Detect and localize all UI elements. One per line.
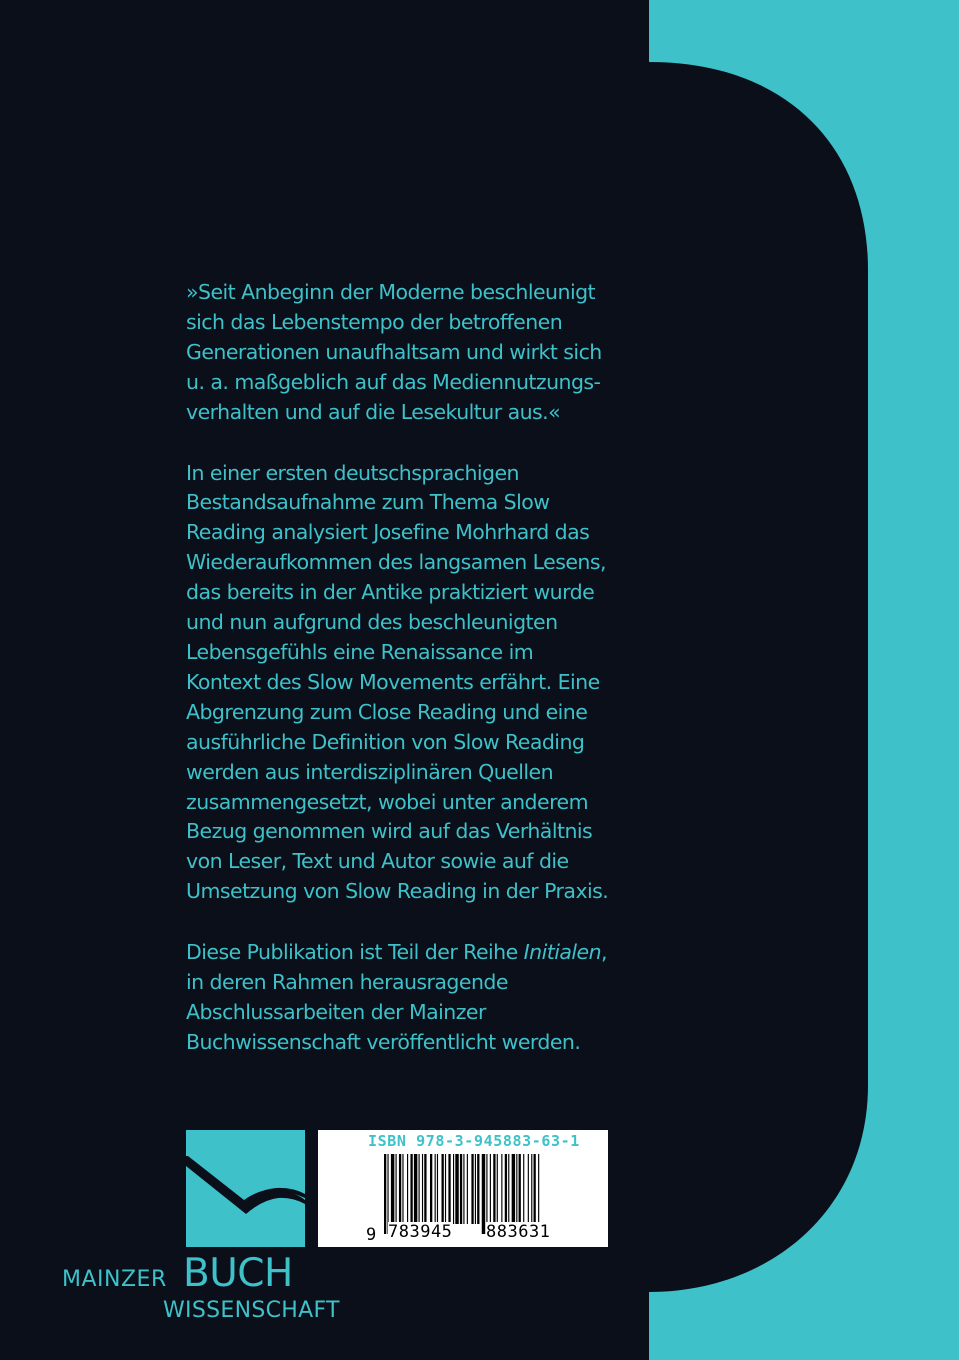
barcode-bar (396, 1154, 397, 1224)
book-open-icon (186, 1130, 305, 1247)
quote-line: u. a. maßgeblich auf das Mediennutzungs- (186, 369, 601, 394)
barcode-bar (512, 1154, 515, 1224)
description-paragraph (186, 459, 656, 908)
description-line: Bestandsaufnahme zum Thema Slow (186, 490, 550, 515)
barcode-bar (453, 1154, 454, 1224)
series-name: Initialen (523, 940, 602, 965)
barcode-bar (497, 1154, 498, 1224)
barcode-bar (419, 1154, 420, 1224)
description-line: zusammengesetzt, wobei unter anderem (186, 789, 588, 814)
barcode-bar (391, 1154, 394, 1224)
barcode-bar (460, 1154, 462, 1224)
barcode-bar (486, 1154, 487, 1224)
barcode-bar (399, 1154, 401, 1224)
barcode-bar (508, 1154, 509, 1224)
description-line: Abgrenzung zum Close Reading und eine (186, 699, 588, 724)
isbn-barcode (318, 1130, 608, 1247)
description-line: Umsetzung von Slow Reading in der Praxis. (186, 879, 609, 904)
barcode-bar (505, 1154, 507, 1224)
quote-line: verhalten und auf die Lesekultur aus.« (186, 399, 561, 424)
barcode-digits-left: 783945 (388, 1222, 453, 1242)
barcode-bar (437, 1154, 438, 1224)
barcode-bar (493, 1154, 495, 1224)
barcode-bar (477, 1154, 479, 1224)
barcode-bar (467, 1154, 468, 1224)
description-line: von Leser, Text und Autor sowie auf die (186, 849, 569, 874)
barcode-bar (445, 1154, 446, 1224)
description-line: werden aus interdisziplinären Quellen (186, 759, 554, 784)
barcode-bar (430, 1154, 432, 1224)
barcode-bar (407, 1154, 408, 1224)
barcode-bar (523, 1154, 524, 1224)
series-paragraph (186, 938, 656, 1058)
barcode-bar (516, 1154, 517, 1224)
series-comma: , (601, 940, 607, 965)
description-line: und nun aufgrund des beschleunigten (186, 610, 558, 635)
isbn-label: ISBN 978-3-945883-63-1 (368, 1132, 580, 1150)
barcode-bar (463, 1154, 464, 1224)
barcode-bar (519, 1154, 521, 1224)
barcode-digits-right: 883631 (486, 1222, 551, 1242)
quote-line: »Seit Anbeginn der Moderne beschleunigt (186, 280, 596, 304)
series-intro: Diese Publikation ist Teil der Reihe (186, 940, 524, 965)
description-line: Wiederaufkommen des langsamen Lesens, (186, 550, 606, 575)
barcode-bar (384, 1154, 386, 1234)
barcode-bar (448, 1154, 450, 1224)
publisher-name-buch: BUCH (183, 1251, 293, 1296)
description-line: In einer ersten deutschsprachigen (186, 460, 520, 485)
barcode-bar (410, 1154, 412, 1224)
barcode-bar (482, 1154, 485, 1234)
description-line: Bezug genommen wird auf das Verhältnis (186, 819, 593, 844)
barcode-bar (534, 1154, 536, 1224)
barcode-bar (501, 1154, 502, 1224)
series-line: Abschlussarbeiten der Mainzer (186, 999, 486, 1024)
quote-line: Generationen unaufhaltsam und wirkt sich (186, 339, 602, 364)
barcode-digit-first: 9 (366, 1225, 377, 1245)
publisher-name-wissenschaft: WISSENSCHAFT (163, 1298, 340, 1323)
description-line: ausführliche Definition von Slow Reading (186, 729, 585, 754)
series-line: Buchwissenschaft veröffentlicht werden. (186, 1029, 581, 1054)
quote-paragraph (186, 278, 656, 428)
description-line: Kontext des Slow Movements erfährt. Eine (186, 669, 600, 694)
description-line: das bereits in der Antike praktiziert wurde (186, 580, 595, 605)
series-line: in deren Rahmen herausragende (186, 970, 508, 995)
barcode-bar (490, 1154, 491, 1224)
barcode-bar (475, 1154, 476, 1224)
description-line: Reading analysiert Josefine Mohrhard das (186, 520, 590, 545)
barcode-bar (414, 1154, 417, 1224)
quote-line: sich das Lebenstempo der betroffenen (186, 309, 563, 334)
barcode-bar (422, 1154, 423, 1224)
barcode-bar (402, 1154, 403, 1224)
barcode-bar (531, 1154, 532, 1224)
barcode-bar (442, 1154, 444, 1224)
barcode-bar (471, 1154, 473, 1224)
barcode-bar (435, 1154, 436, 1224)
description-line: Lebensgefühls eine Renaissance im (186, 639, 534, 664)
barcode-bar (538, 1154, 539, 1224)
publisher-logo (186, 1130, 305, 1247)
back-cover-blurb (186, 278, 656, 1089)
barcode-bar (455, 1154, 458, 1224)
publisher-name-mainzer: MAINZER (62, 1267, 167, 1292)
barcode-bar (528, 1154, 529, 1224)
series-first-line (186, 938, 656, 968)
barcode-bar (424, 1154, 426, 1224)
